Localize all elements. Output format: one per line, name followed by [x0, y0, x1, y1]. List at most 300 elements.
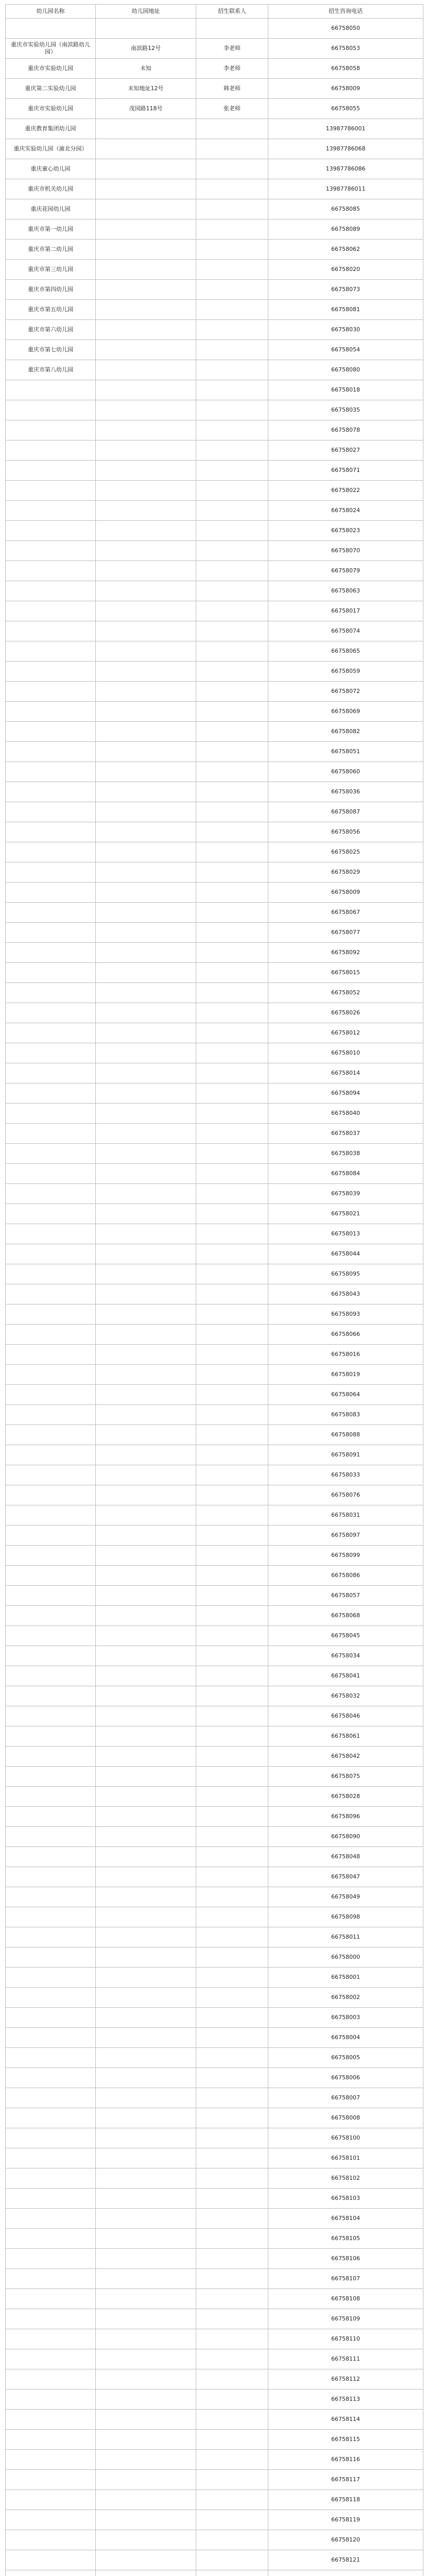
- cell-address: [96, 2490, 196, 2510]
- cell-name: [6, 1927, 96, 1947]
- cell-address: [96, 2209, 196, 2229]
- cell-phone: 66758033: [268, 1465, 423, 1485]
- cell-address: [96, 1144, 196, 1164]
- cell-name: [6, 420, 96, 440]
- cell-name: [6, 682, 96, 702]
- cell-name: [6, 1988, 96, 2008]
- cell-phone: 66758117: [268, 2470, 423, 2490]
- cell-name: [6, 1827, 96, 1847]
- cell-contact: [196, 1425, 268, 1445]
- cell-name: [6, 883, 96, 903]
- cell-phone: 66758076: [268, 1485, 423, 1505]
- cell-name: [6, 2550, 96, 2570]
- cell-name: [6, 1425, 96, 1445]
- cell-contact: [196, 983, 268, 1003]
- cell-address: [96, 1968, 196, 1988]
- cell-name: [6, 1104, 96, 1124]
- cell-contact: [196, 1666, 268, 1686]
- cell-contact: [196, 440, 268, 461]
- cell-name: [6, 2430, 96, 2450]
- cell-address: [96, 2349, 196, 2369]
- cell-phone: 66758041: [268, 1666, 423, 1686]
- table-row: [6, 2128, 423, 2148]
- table-row: [6, 1345, 423, 1365]
- table-row: [6, 19, 423, 39]
- cell-address: [96, 1365, 196, 1385]
- cell-phone: 66758097: [268, 1526, 423, 1546]
- cell-phone: 66758035: [268, 400, 423, 420]
- cell-name: [6, 1244, 96, 1264]
- table-row: [6, 561, 423, 581]
- cell-contact: [196, 199, 268, 219]
- cell-contact: [196, 1224, 268, 1244]
- cell-contact: [196, 521, 268, 541]
- cell-name: [6, 1405, 96, 1425]
- cell-phone: 66758052: [268, 983, 423, 1003]
- cell-contact: [196, 2028, 268, 2048]
- cell-contact: [196, 1787, 268, 1807]
- cell-phone: 66758069: [268, 702, 423, 722]
- cell-name: 重庆第二实验幼儿园: [6, 79, 96, 99]
- cell-phone: 66758015: [268, 963, 423, 983]
- cell-contact: [196, 1003, 268, 1023]
- cell-contact: [196, 1606, 268, 1626]
- cell-contact: [196, 2490, 268, 2510]
- cell-address: [96, 2289, 196, 2309]
- cell-name: [6, 601, 96, 621]
- cell-contact: [196, 179, 268, 199]
- cell-name: [6, 2249, 96, 2269]
- cell-address: [96, 440, 196, 461]
- cell-address: [96, 2229, 196, 2249]
- table-row: [6, 2349, 423, 2369]
- cell-address: [96, 1666, 196, 1686]
- cell-phone: 66758038: [268, 1144, 423, 1164]
- cell-phone: 66758079: [268, 561, 423, 581]
- cell-phone: 66758119: [268, 2510, 423, 2530]
- cell-address: [96, 561, 196, 581]
- table-row: [6, 2470, 423, 2490]
- cell-name: [6, 702, 96, 722]
- cell-contact: [196, 883, 268, 903]
- cell-address: [96, 601, 196, 621]
- cell-contact: [196, 2309, 268, 2329]
- cell-phone: 66758020: [268, 260, 423, 280]
- table-row: [6, 1807, 423, 1827]
- cell-address: [96, 1164, 196, 1184]
- table-row: [6, 1425, 423, 1445]
- cell-phone: 66758058: [268, 59, 423, 79]
- cell-contact: [196, 1646, 268, 1666]
- cell-phone: 66758003: [268, 2008, 423, 2028]
- cell-phone: 66758115: [268, 2430, 423, 2450]
- cell-address: [96, 702, 196, 722]
- cell-contact: [196, 1968, 268, 1988]
- cell-contact: [196, 1747, 268, 1767]
- table-row: [6, 782, 423, 802]
- cell-phone: 66758121: [268, 2550, 423, 2570]
- table-row: [6, 1184, 423, 1204]
- table-row: [6, 1405, 423, 1425]
- table-row: [6, 300, 423, 320]
- cell-address: [96, 1907, 196, 1927]
- cell-contact: [196, 1526, 268, 1546]
- cell-contact: [196, 2068, 268, 2088]
- cell-contact: [196, 2430, 268, 2450]
- cell-contact: [196, 2048, 268, 2068]
- table-row: [6, 240, 423, 260]
- table-row: [6, 139, 423, 159]
- cell-phone: 66758082: [268, 722, 423, 742]
- cell-address: [96, 2128, 196, 2148]
- cell-contact: [196, 682, 268, 702]
- cell-name: [6, 1726, 96, 1747]
- cell-name: [6, 862, 96, 883]
- cell-contact: [196, 2008, 268, 2028]
- cell-name: [6, 1043, 96, 1063]
- table-row: [6, 481, 423, 501]
- table-row: [6, 1164, 423, 1184]
- table-row: [6, 320, 423, 340]
- cell-name: [6, 923, 96, 943]
- table-row: [6, 2088, 423, 2108]
- cell-name: [6, 440, 96, 461]
- table-row: [6, 1204, 423, 1224]
- cell-name: [6, 2530, 96, 2550]
- cell-phone: 66758091: [268, 1445, 423, 1465]
- cell-name: [6, 1706, 96, 1726]
- cell-name: [6, 2490, 96, 2510]
- cell-name: 重庆教育集团幼儿园: [6, 119, 96, 139]
- table-row: [6, 1887, 423, 1907]
- cell-phone: 66758049: [268, 1887, 423, 1907]
- table-row: [6, 1104, 423, 1124]
- cell-name: [6, 1023, 96, 1043]
- cell-address: [96, 1747, 196, 1767]
- cell-address: 未知地址12号: [96, 79, 196, 99]
- cell-contact: [196, 802, 268, 822]
- cell-name: 重庆市第五幼儿园: [6, 300, 96, 320]
- table-row: [6, 159, 423, 179]
- cell-address: [96, 621, 196, 641]
- cell-address: [96, 1566, 196, 1586]
- cell-name: [6, 2028, 96, 2048]
- cell-name: 重庆市第三幼儿园: [6, 260, 96, 280]
- cell-name: [6, 963, 96, 983]
- cell-phone: 66758114: [268, 2410, 423, 2430]
- table-row: [6, 2450, 423, 2470]
- cell-phone: 66758044: [268, 1244, 423, 1264]
- cell-phone: 66758000: [268, 1947, 423, 1968]
- cell-address: [96, 320, 196, 340]
- col-header-contact: 招生联系人: [196, 5, 268, 19]
- cell-name: [6, 1365, 96, 1385]
- cell-address: 南滨路12号: [96, 39, 196, 59]
- cell-contact: [196, 1104, 268, 1124]
- cell-name: [6, 1606, 96, 1626]
- cell-phone: 66758090: [268, 1827, 423, 1847]
- table-row: [6, 2048, 423, 2068]
- cell-address: [96, 1988, 196, 2008]
- cell-address: [96, 862, 196, 883]
- cell-contact: [196, 1887, 268, 1907]
- cell-name: [6, 2229, 96, 2249]
- cell-name: [6, 2570, 96, 2576]
- cell-name: [6, 903, 96, 923]
- cell-phone: 66758084: [268, 1164, 423, 1184]
- cell-address: [96, 1947, 196, 1968]
- cell-address: [96, 1425, 196, 1445]
- cell-name: [6, 1184, 96, 1204]
- cell-name: [6, 1063, 96, 1083]
- cell-phone: 66758064: [268, 1385, 423, 1405]
- cell-address: [96, 1927, 196, 1947]
- cell-address: [96, 300, 196, 320]
- cell-contact: [196, 1767, 268, 1787]
- cell-name: [6, 2008, 96, 2028]
- table-row: [6, 2148, 423, 2168]
- cell-phone: 66758037: [268, 1124, 423, 1144]
- table-row: [6, 1586, 423, 1606]
- cell-contact: [196, 1947, 268, 1968]
- table-row: [6, 762, 423, 782]
- table-row: [6, 742, 423, 762]
- cell-phone: 66758030: [268, 320, 423, 340]
- cell-address: [96, 1083, 196, 1104]
- cell-name: [6, 2470, 96, 2490]
- cell-phone: 66758075: [268, 1767, 423, 1787]
- cell-phone: 66758021: [268, 1204, 423, 1224]
- cell-address: [96, 501, 196, 521]
- cell-address: [96, 139, 196, 159]
- cell-name: [6, 1968, 96, 1988]
- table-row: [6, 1264, 423, 1284]
- cell-name: [6, 1485, 96, 1505]
- table-row: [6, 802, 423, 822]
- cell-contact: [196, 2530, 268, 2550]
- table-row: [6, 662, 423, 682]
- cell-contact: [196, 2189, 268, 2209]
- cell-address: [96, 541, 196, 561]
- cell-phone: 66758024: [268, 501, 423, 521]
- cell-name: [6, 1204, 96, 1224]
- cell-phone: 66758010: [268, 1043, 423, 1063]
- cell-phone: 66758004: [268, 2028, 423, 2048]
- cell-phone: 66758094: [268, 1083, 423, 1104]
- cell-address: [96, 1767, 196, 1787]
- cell-phone: 66758120: [268, 2530, 423, 2550]
- table-row: [6, 2168, 423, 2189]
- table-row: [6, 2490, 423, 2510]
- cell-name: [6, 1626, 96, 1646]
- cell-phone: 66758077: [268, 923, 423, 943]
- cell-phone: 66758096: [268, 1807, 423, 1827]
- cell-contact: [196, 621, 268, 641]
- cell-name: [6, 2329, 96, 2349]
- cell-contact: [196, 380, 268, 400]
- table-row: [6, 1947, 423, 1968]
- table-row: [6, 923, 423, 943]
- cell-contact: [196, 1365, 268, 1385]
- cell-contact: [196, 2108, 268, 2128]
- table-row: [6, 1867, 423, 1887]
- cell-name: [6, 2189, 96, 2209]
- cell-phone: 66758072: [268, 682, 423, 702]
- cell-phone: 66758048: [268, 1847, 423, 1867]
- cell-name: [6, 943, 96, 963]
- table-row: [6, 1847, 423, 1867]
- table-row: [6, 260, 423, 280]
- table-row: [6, 2209, 423, 2229]
- cell-contact: [196, 762, 268, 782]
- cell-address: [96, 1264, 196, 1284]
- table-body: [6, 19, 423, 2576]
- cell-name: [6, 2510, 96, 2530]
- cell-phone: 66758108: [268, 2289, 423, 2309]
- table-row: [6, 1465, 423, 1485]
- table-row: [6, 380, 423, 400]
- cell-address: [96, 1787, 196, 1807]
- cell-phone: 66758093: [268, 1304, 423, 1325]
- cell-address: [96, 340, 196, 360]
- cell-address: [96, 199, 196, 219]
- cell-contact: [196, 862, 268, 883]
- cell-address: [96, 1405, 196, 1425]
- table-row: [6, 59, 423, 79]
- cell-phone: 66758080: [268, 360, 423, 380]
- cell-address: [96, 1686, 196, 1706]
- cell-name: [6, 2048, 96, 2068]
- cell-address: [96, 1867, 196, 1887]
- cell-phone: 66758062: [268, 240, 423, 260]
- cell-address: [96, 2269, 196, 2289]
- table-row: [6, 2410, 423, 2430]
- cell-address: [96, 280, 196, 300]
- cell-address: [96, 1224, 196, 1244]
- table-row: [6, 1646, 423, 1666]
- cell-address: [96, 1465, 196, 1485]
- cell-phone: 66758019: [268, 1365, 423, 1385]
- cell-contact: [196, 1988, 268, 2008]
- cell-address: [96, 963, 196, 983]
- cell-contact: [196, 2249, 268, 2269]
- cell-contact: [196, 1465, 268, 1485]
- cell-phone: 66758006: [268, 2068, 423, 2088]
- cell-address: [96, 1505, 196, 1526]
- cell-name: [6, 1807, 96, 1827]
- cell-name: 重庆市实验幼儿园: [6, 99, 96, 119]
- cell-name: [6, 2289, 96, 2309]
- table-row: [6, 1505, 423, 1526]
- cell-contact: [196, 2349, 268, 2369]
- table-row: [6, 883, 423, 903]
- cell-address: [96, 159, 196, 179]
- table-row: [6, 1325, 423, 1345]
- cell-contact: [196, 581, 268, 601]
- cell-phone: 66758071: [268, 461, 423, 481]
- cell-contact: [196, 219, 268, 240]
- cell-contact: [196, 923, 268, 943]
- table-row: [6, 2028, 423, 2048]
- table-row: [6, 822, 423, 842]
- cell-phone: 66758113: [268, 2389, 423, 2410]
- cell-contact: [196, 2369, 268, 2389]
- cell-contact: [196, 1807, 268, 1827]
- cell-phone: 66758028: [268, 1787, 423, 1807]
- cell-contact: [196, 601, 268, 621]
- cell-phone: 66758100: [268, 2128, 423, 2148]
- cell-phone: 66758001: [268, 1968, 423, 1988]
- cell-name: [6, 1586, 96, 1606]
- cell-contact: [196, 1164, 268, 1184]
- cell-phone: 13987786001: [268, 119, 423, 139]
- table-row: [6, 963, 423, 983]
- cell-name: [6, 1003, 96, 1023]
- cell-phone: 66758009: [268, 79, 423, 99]
- cell-name: [6, 1887, 96, 1907]
- cell-address: [96, 380, 196, 400]
- table-row: [6, 400, 423, 420]
- table-row: [6, 2008, 423, 2028]
- table-row: [6, 1023, 423, 1043]
- cell-phone: 66758043: [268, 1284, 423, 1304]
- cell-address: [96, 1284, 196, 1304]
- table-row: [6, 702, 423, 722]
- cell-name: [6, 561, 96, 581]
- cell-phone: 66758061: [268, 1726, 423, 1747]
- cell-contact: [196, 722, 268, 742]
- cell-phone: 66758016: [268, 1345, 423, 1365]
- cell-address: [96, 1586, 196, 1606]
- table-row: [6, 99, 423, 119]
- cell-phone: 66758116: [268, 2450, 423, 2470]
- table-row: [6, 541, 423, 561]
- cell-contact: [196, 782, 268, 802]
- table-row: [6, 2369, 423, 2389]
- cell-name: 重庆市第二幼儿园: [6, 240, 96, 260]
- cell-phone: 66758060: [268, 762, 423, 782]
- table-row: [6, 1546, 423, 1566]
- cell-name: [6, 2128, 96, 2148]
- cell-phone: 66758047: [268, 1867, 423, 1887]
- cell-name: [6, 501, 96, 521]
- table-row: [6, 1566, 423, 1586]
- cell-phone: 66758067: [268, 903, 423, 923]
- cell-contact: [196, 1847, 268, 1867]
- cell-contact: [196, 2209, 268, 2229]
- cell-name: 重庆童心幼儿园: [6, 159, 96, 179]
- cell-phone: 66758029: [268, 862, 423, 883]
- cell-contact: [196, 119, 268, 139]
- cell-contact: [196, 19, 268, 39]
- cell-phone: 66758066: [268, 1325, 423, 1345]
- table-row: [6, 1988, 423, 2008]
- cell-phone: 66758107: [268, 2269, 423, 2289]
- cell-address: [96, 2389, 196, 2410]
- cell-address: [96, 662, 196, 682]
- cell-phone: 66758089: [268, 219, 423, 240]
- cell-name: 重庆市实验幼儿园: [6, 59, 96, 79]
- cell-contact: [196, 1566, 268, 1586]
- table-row: [6, 2510, 423, 2530]
- cell-name: 重庆市机关幼儿园: [6, 179, 96, 199]
- cell-phone: 66758087: [268, 802, 423, 822]
- cell-name: [6, 1526, 96, 1546]
- table-row: [6, 2570, 423, 2576]
- cell-address: [96, 1063, 196, 1083]
- cell-address: [96, 2430, 196, 2450]
- cell-phone: 66758005: [268, 2048, 423, 2068]
